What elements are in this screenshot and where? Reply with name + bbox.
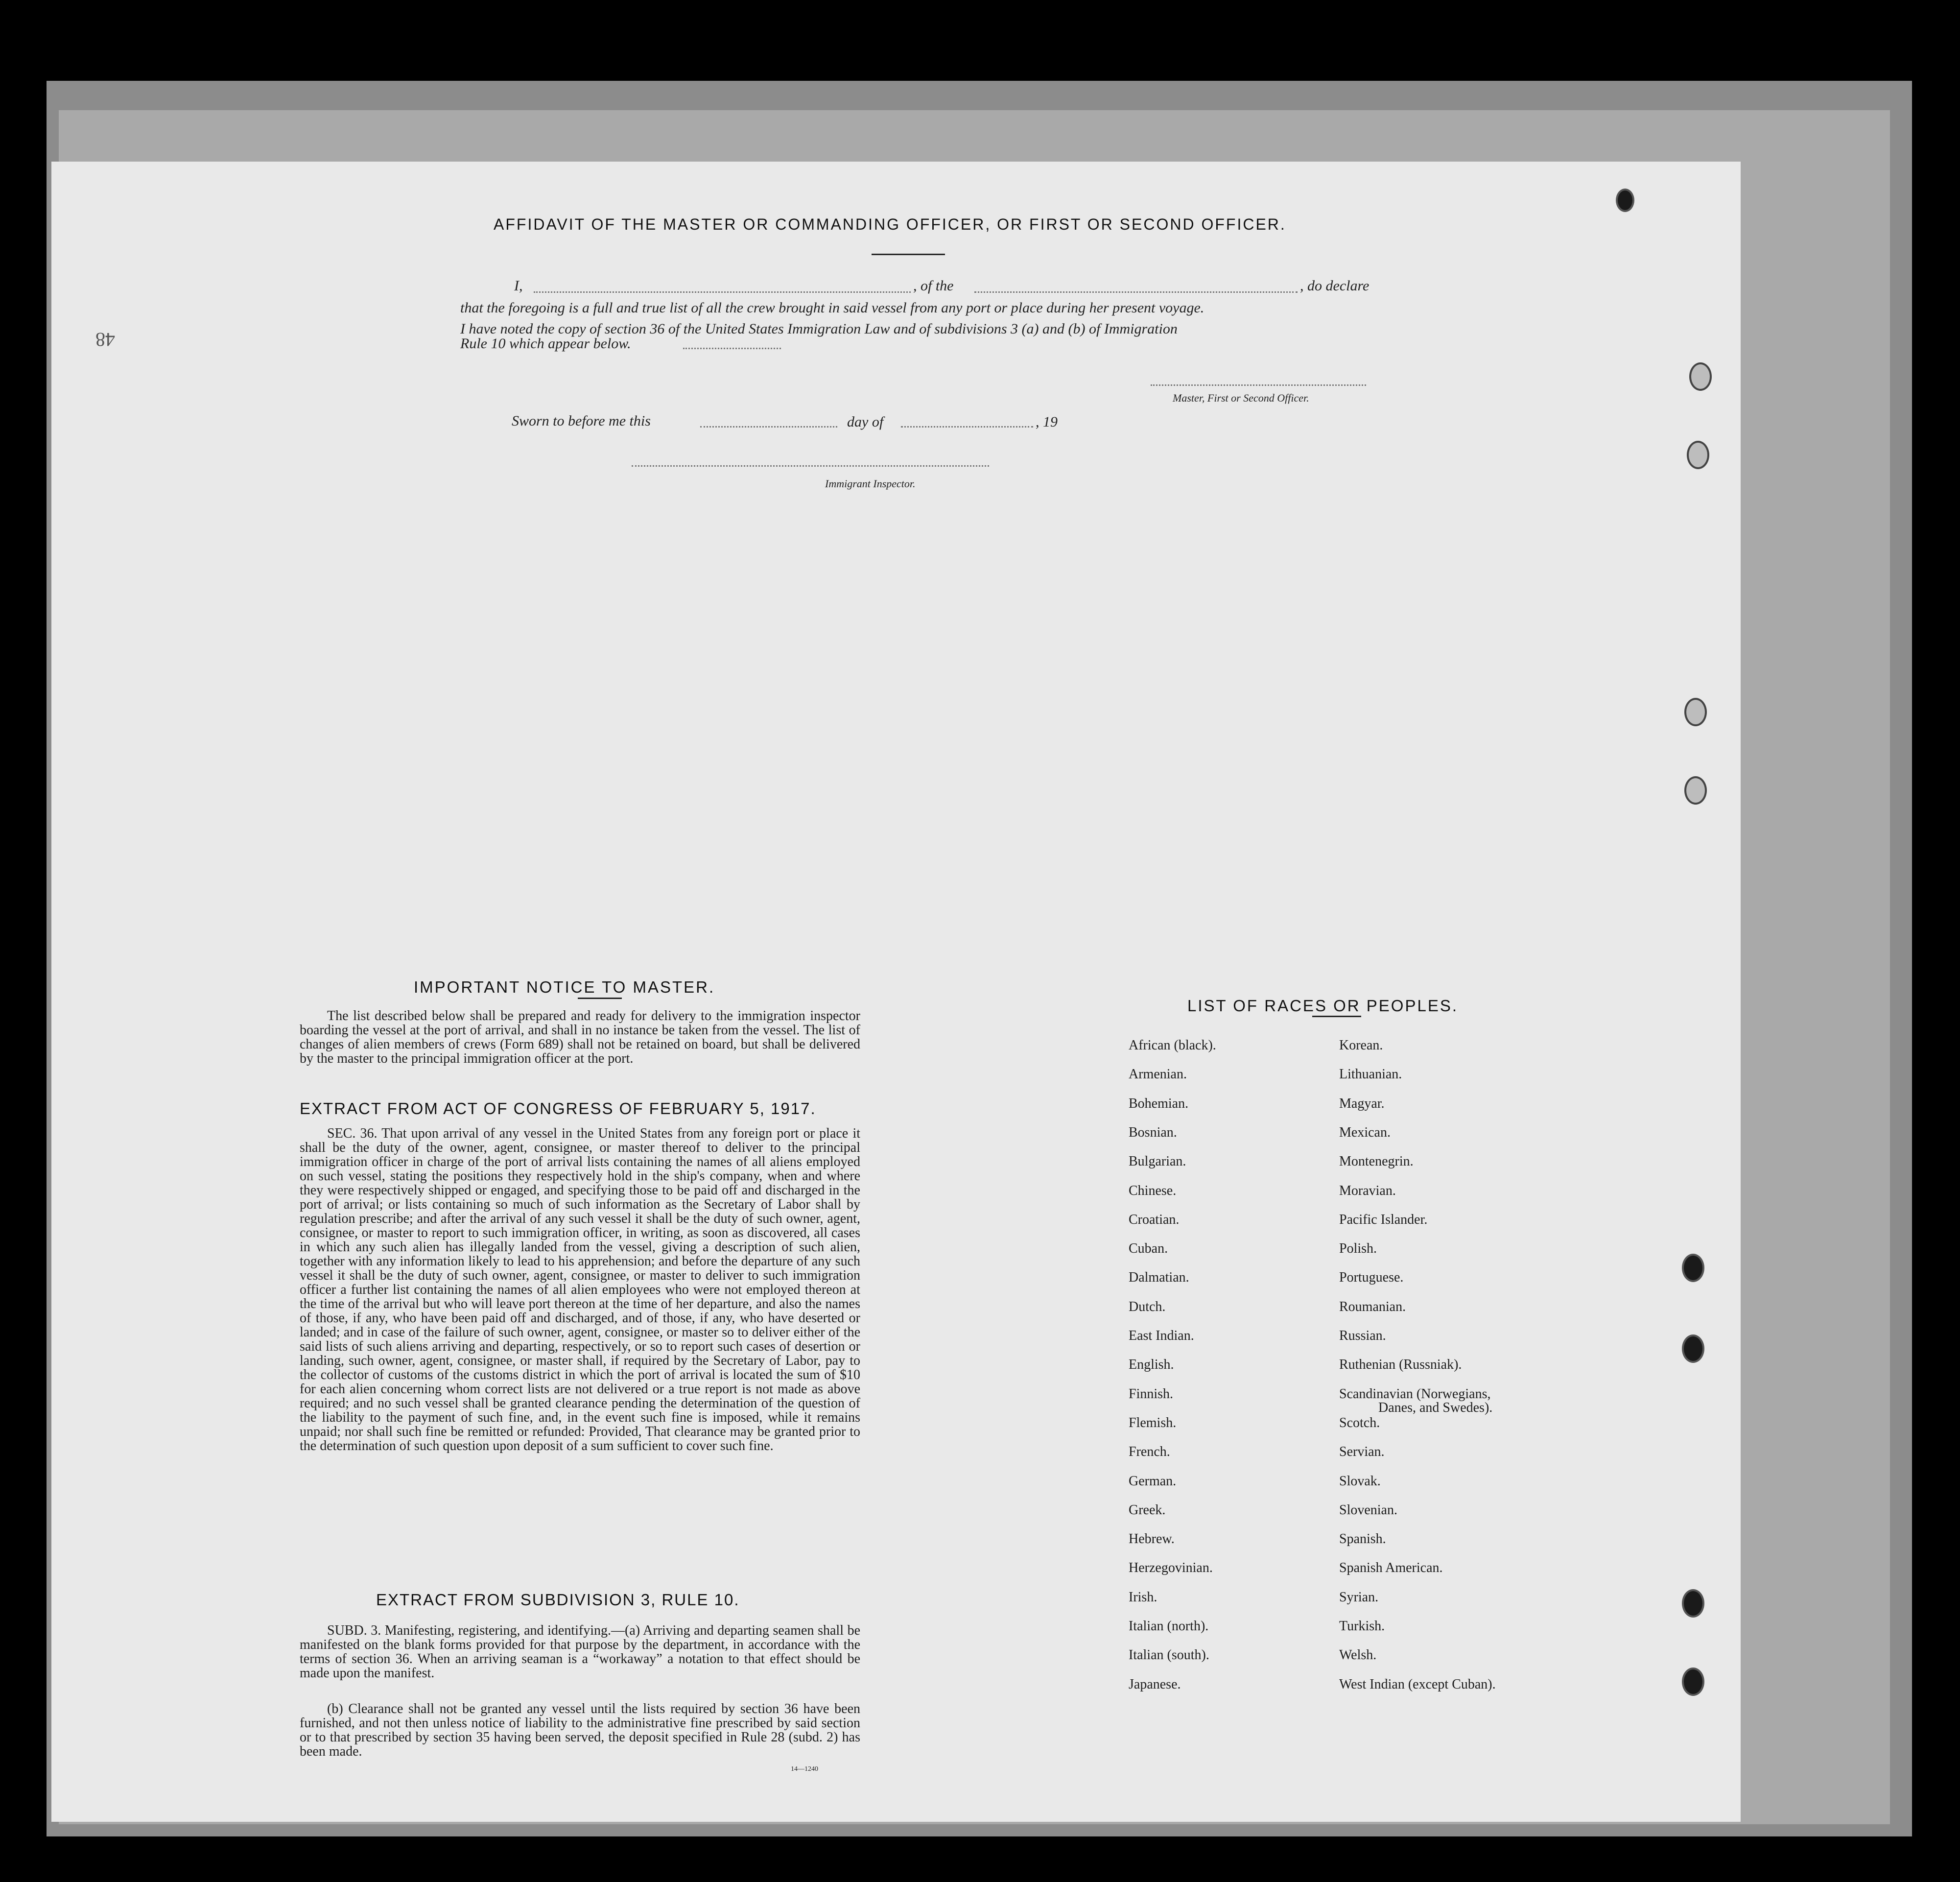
vessel-blank <box>974 291 1298 293</box>
race-item: Korean. <box>1339 1038 1383 1053</box>
race-item: Herzegovinian. <box>1129 1560 1213 1575</box>
punch-hole <box>1684 698 1707 726</box>
title-rule <box>872 254 945 255</box>
line4-dots <box>683 348 781 349</box>
notice-rule <box>578 998 622 999</box>
sworn-day-blank <box>700 426 837 428</box>
race-item: Syrian. <box>1339 1590 1379 1605</box>
race-item: Magyar. <box>1339 1096 1385 1111</box>
race-item: Welsh. <box>1339 1647 1377 1663</box>
race-item: Slovak. <box>1339 1474 1381 1489</box>
day-of-label: day of <box>847 414 884 430</box>
race-item: African (black). <box>1129 1038 1216 1053</box>
race-item: Ruthenian (Russniak). <box>1339 1357 1462 1372</box>
year-label: , 19 <box>1036 414 1058 430</box>
rule-text-a: SUBD. 3. Manifesting, registering, and identifying.—(a) Arriving and departing seamen shall be manifested on the blank forms provided for that purpose by the department, in accordance with the terms of section 36. When an arriving seaman is a “workaway” a notation to that effect should be made upon the manifest. <box>300 1623 860 1681</box>
inspector-label: Immigrant Inspector. <box>825 477 916 490</box>
race-item: Slovenian. <box>1339 1502 1397 1518</box>
punch-hole <box>1616 189 1634 212</box>
punch-hole <box>1682 1589 1704 1618</box>
race-item: Montenegrin. <box>1339 1154 1414 1169</box>
margin-number: 48 <box>95 329 115 351</box>
race-item: Finnish. <box>1129 1386 1174 1402</box>
race-item: Croatian. <box>1129 1212 1180 1227</box>
race-item: Danes, and Swedes). <box>1378 1400 1493 1415</box>
affidavit-title: AFFIDAVIT OF THE MASTER OR COMMANDING OFFICER, OR FIRST OR SECOND OFFICER. <box>494 215 1286 233</box>
race-item: Pacific Islander. <box>1339 1212 1428 1227</box>
signature-blank <box>1151 384 1366 386</box>
race-item: Turkish. <box>1339 1619 1385 1634</box>
race-item: Servian. <box>1339 1444 1385 1459</box>
act-title: EXTRACT FROM ACT OF CONGRESS OF FEBRUARY 5, 1917. <box>300 1099 816 1118</box>
race-item: Dalmatian. <box>1129 1270 1189 1285</box>
inspector-blank <box>632 465 989 467</box>
race-item: Dutch. <box>1129 1299 1166 1314</box>
race-item: Greek. <box>1129 1502 1166 1518</box>
notice-text: The list described below shall be prepared and ready for delivery to the immigration inspector boarding the vessel at the port of arrival, and shall in no instance be taken from the vessel. The list of changes of alien members of crews (Form 689) shall not be retained on board, but shall be delivered by the master to the principal immigration officer at the port. <box>300 1008 860 1066</box>
sworn-label: Sworn to before me this <box>512 413 651 429</box>
race-item: Polish. <box>1339 1241 1377 1256</box>
punch-hole <box>1682 1334 1704 1363</box>
punch-hole <box>1687 441 1709 469</box>
races-rule <box>1312 1016 1361 1017</box>
rule-title: EXTRACT FROM SUBDIVISION 3, RULE 10. <box>376 1591 740 1609</box>
races-title: LIST OF RACES OR PEOPLES. <box>1187 997 1459 1015</box>
race-item: Hebrew. <box>1129 1531 1175 1547</box>
race-item: German. <box>1129 1474 1177 1489</box>
race-item: Bulgarian. <box>1129 1154 1186 1169</box>
race-item: Italian (south). <box>1129 1647 1209 1663</box>
race-item: English. <box>1129 1357 1174 1372</box>
races-right-column <box>1339 1038 1594 1704</box>
punch-hole <box>1684 776 1707 805</box>
race-item: Spanish. <box>1339 1531 1386 1547</box>
race-item: Chinese. <box>1129 1183 1177 1198</box>
race-item: Roumanian. <box>1339 1299 1406 1314</box>
race-item: Russian. <box>1339 1328 1386 1343</box>
race-item: Moravian. <box>1339 1183 1396 1198</box>
signature-label: Master, First or Second Officer. <box>1173 392 1309 404</box>
race-item: Scandinavian (Norwegians, <box>1339 1386 1491 1402</box>
punch-hole <box>1689 362 1712 391</box>
affidavit-of-the: , of the <box>913 278 954 294</box>
affidavit-line-4: Rule 10 which appear below. <box>460 335 631 352</box>
race-item: Bosnian. <box>1129 1125 1177 1140</box>
race-item: Japanese. <box>1129 1677 1181 1692</box>
race-item: Scotch. <box>1339 1415 1380 1430</box>
punch-hole <box>1682 1668 1704 1696</box>
punch-hole <box>1682 1254 1704 1282</box>
race-item: Portuguese. <box>1339 1270 1404 1285</box>
race-item: Cuban. <box>1129 1241 1168 1256</box>
rule-text-b: (b) Clearance shall not be granted any vessel until the lists required by section 36 have been furnished, and not then unless notice of liability to the administrative fine prescribed by said section or to that prescribed by section 35 having been served, the deposit specified in Rule 28 (subd. 2) has been made. <box>300 1701 860 1759</box>
race-item: Mexican. <box>1339 1125 1391 1140</box>
race-item: Flemish. <box>1129 1415 1177 1430</box>
affidavit-line-2: that the foregoing is a full and true list of all the crew brought in said vessel from any port or place during her present voyage. <box>460 300 1204 316</box>
race-item: West Indian (except Cuban). <box>1339 1677 1496 1692</box>
affidavit-i-label: I, <box>514 278 523 294</box>
affidavit-line-3: I have noted the copy of section 36 of the United States Immigration Law and of subdivisions 3 (a) and (b) of Immigration <box>460 321 1178 337</box>
race-item: French. <box>1129 1444 1170 1459</box>
act-text: SEC. 36. That upon arrival of any vessel in the United States from any foreign port or place it shall be the duty of the owner, agent, consignee, or master thereof to deliver to the principal immigration officer in charge of the port of arrival lists containing the names of all aliens employed on such vessel, stating the positions they respectively hold in the ship's company, when and where they were respectively shipped or engaged, and specifying those to be paid off and discharged in the port of arrival; or lists containing so much of such information as the Secretary of Labor shall by regulation prescribe; and after the arrival of any such vessel it shall be the duty of such owner, agent, consignee, or master to report to such immigration officer, in writing, as soon as discovered, all cases in which any such alien has illegally landed from the vessel, giving a description of such alien, together with any information likely to lead to his apprehension; and before the departure of any such vessel it shall be the duty of such owner, agent, consignee, or master to deliver to such immigration officer a further list containing the names of all alien employees who were not employed thereon at the time of the arrival but who will leave port thereon at the time of her departure, and also the names of those, if any, who have been paid off and discharged, and of those, if any, who have deserted or landed; and in case of the failure of such owner, agent, consignee, or master so to deliver either of the said lists of such aliens arriving and departing, respectively, or so to report such cases of desertion or landing, such owner, agent, consignee, or master shall, if required by the Secretary of Labor, pay to the collector of customs of the customs district in which the port of arrival is located the sum of $10 for each alien concerning whom correct lists are not delivered or a true report is not made as above required; and no such vessel shall be granted clearance pending the determination of the question of the liability to the payment of such fine, and, in the event such fine is imposed, while it remains unpaid; nor shall such fine be remitted or refunded: Provided, That clearance may be granted prior to the determination of such question upon deposit of a sum sufficient to cover such fine. <box>300 1126 860 1453</box>
month-blank <box>901 426 1033 428</box>
races-left-column <box>1129 1038 1334 1704</box>
notice-title: IMPORTANT NOTICE TO MASTER. <box>414 978 715 996</box>
form-number: 14—1240 <box>791 1765 818 1773</box>
race-item: East Indian. <box>1129 1328 1194 1343</box>
name-blank <box>534 291 911 293</box>
race-item: Spanish American. <box>1339 1560 1443 1575</box>
race-item: Lithuanian. <box>1339 1067 1402 1082</box>
race-item: Italian (north). <box>1129 1619 1209 1634</box>
race-item: Armenian. <box>1129 1067 1187 1082</box>
race-item: Bohemian. <box>1129 1096 1189 1111</box>
affidavit-do-declare: , do declare <box>1300 278 1370 294</box>
race-item: Irish. <box>1129 1590 1157 1605</box>
